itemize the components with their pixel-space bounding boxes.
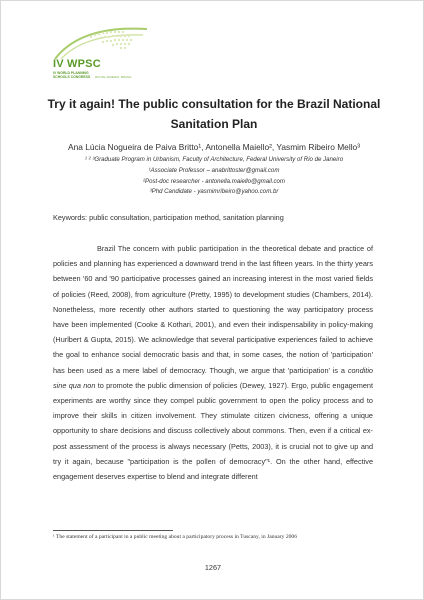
congress-logo	[51, 23, 151, 78]
footnote: ¹ The statement of a participant in a public meeting about a participatory process in Tuscany, in January 2006	[53, 534, 298, 540]
footnote-separator	[53, 530, 173, 531]
logo-name: IV WPSC	[53, 58, 101, 70]
logo-tagline: RIO DE JANEIRO, BRASIL	[95, 75, 132, 79]
paragraph-1-part-a: Brazil The concern with public participation in the theoretical debate and practice of policies and planning has experienced a downward trend in the last fifteen years. In the thirty years between '60 and '90 participative processes gained an increasing interest in the most varied fields of policies (Reed, 2008), from agriculture (Pretty, 1995) to development studies (Chambers, 2014). Nonetheless, more recently other authors started to questioning the way participatory process have been implemented (Cooke & Kothari, 2001), and even their indispensability in policy-making (Hurlbert & Gupta, 2015). We acknowledge that several participative experiences failed to achieve the goal to enhance social democratic basis and that, in some cases, the notion of 'participation' has been used as a mere label of democracy. Though, we argue that 'participation' is a	[53, 244, 373, 375]
affiliation-author-3: ³Phd Candidate - yasmimribeiro@yahoo.com.br	[149, 188, 279, 196]
body-text	[53, 241, 373, 484]
globe-arc-icon	[51, 23, 151, 63]
title-line-1: Try it again! The public consultation for the Brazil National	[47, 97, 381, 111]
latin-phrase: conditio sine qua non	[53, 365, 373, 390]
affiliation-program: ¹ ² ³Graduate Program in Urbanism, Faculty of Architecture, Federal University of Rio de Janeiro	[84, 156, 344, 163]
affiliations	[41, 155, 387, 198]
page-number: 1267	[204, 563, 222, 572]
logo-subtitle: IV WORLD PLANNING SCHOOLS CONGRESS	[53, 71, 91, 79]
paragraph-1-part-b: to promote the public dimension of policies (Dewey, 1927). Ergo, public engagement experiments are worthy since they compel public government to open the policy process and to improve their skills in citizen involvement. They stimulate citizen civicness, offering a unique opportunity to share decisions and discuss collectively about commons. Then, even if a critical ex-post assessment of the process is always necessary (Petts, 2003), it is crucial not to give up and try it again, because "participation is the pollen of democracy"¹. On the other hand, effective engagement deserves expertise to blend and integrate different	[53, 380, 373, 482]
keywords: Keywords: public consultation, participation method, sanitation planning	[53, 213, 284, 222]
author-list: Ana Lúcia Nogueira de Paiva Britto¹, Antonella Maiello², Yasmim Ribeiro Mello³	[67, 142, 361, 152]
affiliation-author-2: ²Post-doc researcher - antonella.maiello@gmail.com	[143, 177, 285, 185]
affiliation-author-1: ¹Associate Professor – anabrittoster@gmail.com	[148, 166, 280, 174]
paragraph-1	[53, 241, 373, 484]
title-line-2: Sanitation Plan	[170, 117, 258, 131]
paper-title	[41, 94, 387, 134]
